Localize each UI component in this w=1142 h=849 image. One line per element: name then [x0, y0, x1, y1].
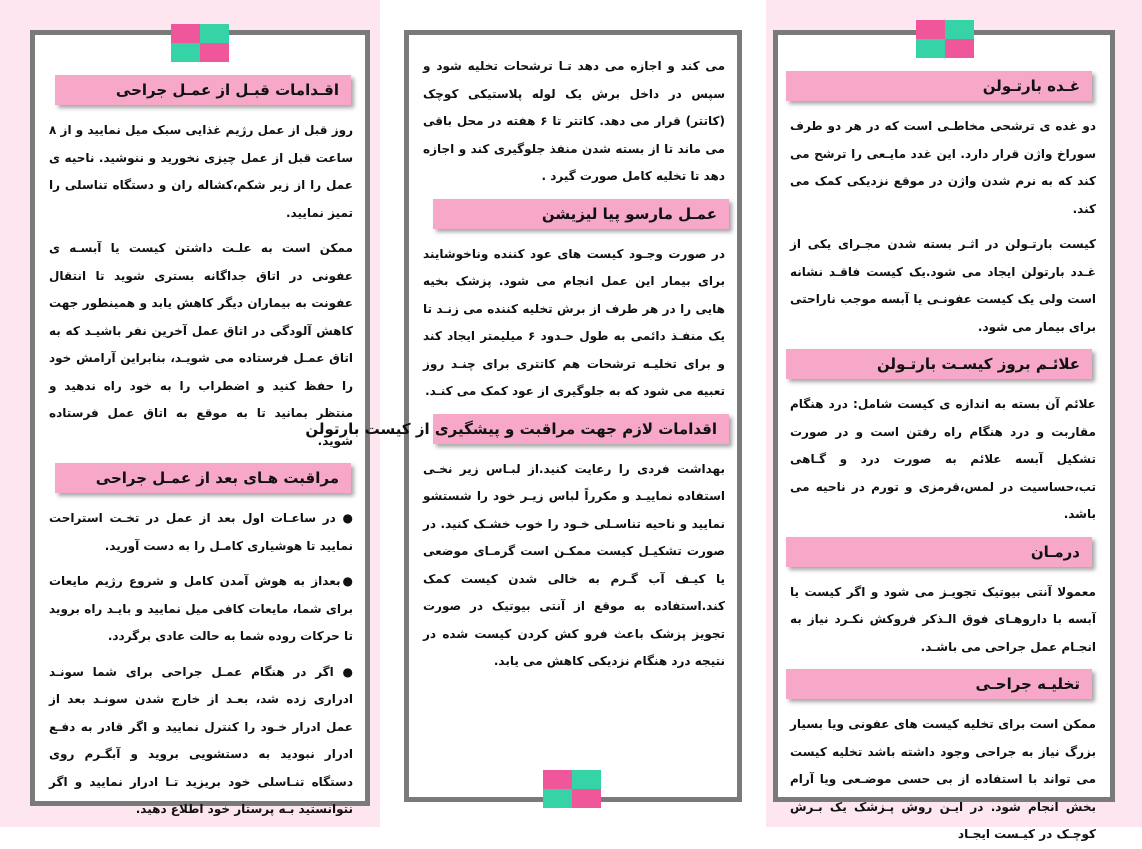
pre-surgery-heading: اقـدامات قبـل از عمـل جراحی — [55, 75, 351, 105]
treatment-heading: درمـان — [786, 537, 1092, 567]
marsupialization-paragraph: در صورت وجـود کیست های عود کننده وناخوشایند برای بیمار این عمل انجام می شود. پزشک بخیه هایی را در هر طرف از برش تخلیه کننده می زنـد تا یک منفـذ دائمی به طول حـدود ۶ میلیمتر ایجاد کند و برای تخلیـه ترشحات هم کاتتری برای چنـد روز تعبیه می شود که به جلوگیری از عود کمک می کنـد. — [423, 246, 725, 398]
surgical-drainage-heading: تخلیـه جراحـی — [786, 669, 1092, 699]
post-surgery-paragraph: ● در ساعـات اول بعد از عمل در تخـت استراحت نمایید تا هوشیاری کامـل را به دست آوريد. — [49, 511, 353, 553]
middle-intro-paragraph: می کند و اجازه می دهد تـا ترشحات تخلیه شود و سپس در داخل برش یک لوله پلاستیکی کوچک (کاتتر) قرار می دهد. کاتتر تا ۶ هفته در محل باقی می ماند تا از بسته شدن منفذ جلوگیری کند و اجازه دهد تا تخلیه کامل صورت گیرد . — [423, 59, 725, 183]
pre-surgery-paragraph: روز قبل از عمل رژیم غذایی سبک میل نمایید و از ۸ ساعت قبل از عمل چیزی نخورید و ننوشید. ناحیه ی عمل را از زیر شکم،کشاله ران و دستگاه تناسلی را تمیز نمایید. — [49, 123, 353, 220]
bartholin-gland-heading: غـده بارتـولن — [786, 71, 1092, 101]
prevention-heading: اقدامات لازم جهت مراقبت و پیشگیری از کیست بارتولن — [433, 414, 729, 444]
right-column — [773, 30, 1115, 841]
symptoms-paragraph: علائم آن بسته به اندازه ی کیست شامل: درد هنگام مقاربت و درد هنگام راه رفتن است و در صورت تشکیل آبسه علائم به صورت درد و گـاهی تب،حساسیت در لمس،قرمزی و تورم در ناحیه می باشد. — [790, 397, 1096, 521]
middle-column — [305, 30, 742, 802]
treatment-paragraph: معمولا آنتی بیوتیک تجویـز می شود و اگر کیست یا آبسه با داروهـای فوق الـذکر فروکش نکـرد نیاز به انجـام عمل جراحی می باشـد. — [790, 584, 1096, 654]
marsupialization-heading: عمـل مارسو پیا لیزیشن — [433, 199, 729, 229]
prevention-paragraph: بهداشت فردی را رعایت کنید.از لبـاس زیر نخـی استفاده نماییـد و مکرراً لباس زیـر خود را شستشو نمایید و ناحیه تناسـلی خـود را خوب خشـک کنید. در صورت تشکیـل کیست ممکـن است گرمـای موضعی یا کیـف آب گـرم به خالی شدن کیست کمک کند.استفاده به موقع از آنتی بیوتیک در صورت تجویز پزشک باعث فرو کش کردن کیست شده در نتیجه درد هنگام نزدیکی کاهش می یابد. — [423, 461, 725, 668]
bartholin-gland-paragraph: دو غده ی ترشحی مخاطـی است که در هر دو طرف سوراخ واژن قرار دارد. این غدد مایـعی را ترشح می کند که به نرم شدن واژن در موقع نزدیکی کمک می کند. — [790, 119, 1096, 216]
post-surgery-heading: مراقبت هـای بعد از عمـل جراحی — [55, 463, 351, 493]
post-surgery-paragraph: ● اگر در هنگام عمـل جراحی برای شما سونـد ادراری زده شد، بعـد از خارج شدن سونـد بعد از عمل ادرار خـود را کنترل نمایید و اگر قادر به دفـع ادرار نبودید به دستشویی بروید و آبگـرم روی دستگاه تنـاسلی خود بریزید تـا ادرار نمایید و اگر نتوانستید بـه پرستار خود اطلاع دهید. — [49, 664, 353, 816]
pre-surgery-paragraph: ممکن است به علـت داشتن کیست یا آبسـه ی عفونی در اتاق جداگانه بستری شوید تا انتقال عفونت به بیماران دیگر کاهش یابد و همینطور جهت کاهش آلودگی در اتاق عمل آخرین نفر باشیـد که به اتاق عمـل فرستاده می شویـد، بنابراین آرامش خود را حفظ کنید و اضطراب را به خود راه ندهید و بمانید تا به موقع به اتاق عمل فرستاده — [49, 241, 353, 420]
post-surgery-paragraph: ●بعداز به هوش آمدن کامل و شروع رژیم مایعات برای شما، مایعات کافی میل نمایید و بایـد راه بروید تا حرکات روده شما به حالت عادی برگردد. — [49, 574, 353, 643]
surgical-drainage-paragraph: ممکن است برای تخلیه کیست های عفونی ویا بسیار بزرگ نیاز به جراحی وجود داشته باشد تخلیه کیست می تواند با استفاده از بی حسی موضـعی ویا آرام بخش انجام شود. در ایـن روش پـزشک یک بـرش کوچـک در کیـست ایجـاد — [790, 717, 1096, 841]
symptoms-heading: علائـم بروز کیسـت بارتـولن — [786, 349, 1092, 379]
bartholin-gland-paragraph: کیست بارتـولن در اثـر بسته شدن مجـرای یکی از غـدد بارتولن ایجاد می شود.یک کیست فاقـد نشانه است ولی یک کیست عفونـی یا آبسه موجب ناراحتی برای بیمار می شود. — [790, 237, 1096, 334]
